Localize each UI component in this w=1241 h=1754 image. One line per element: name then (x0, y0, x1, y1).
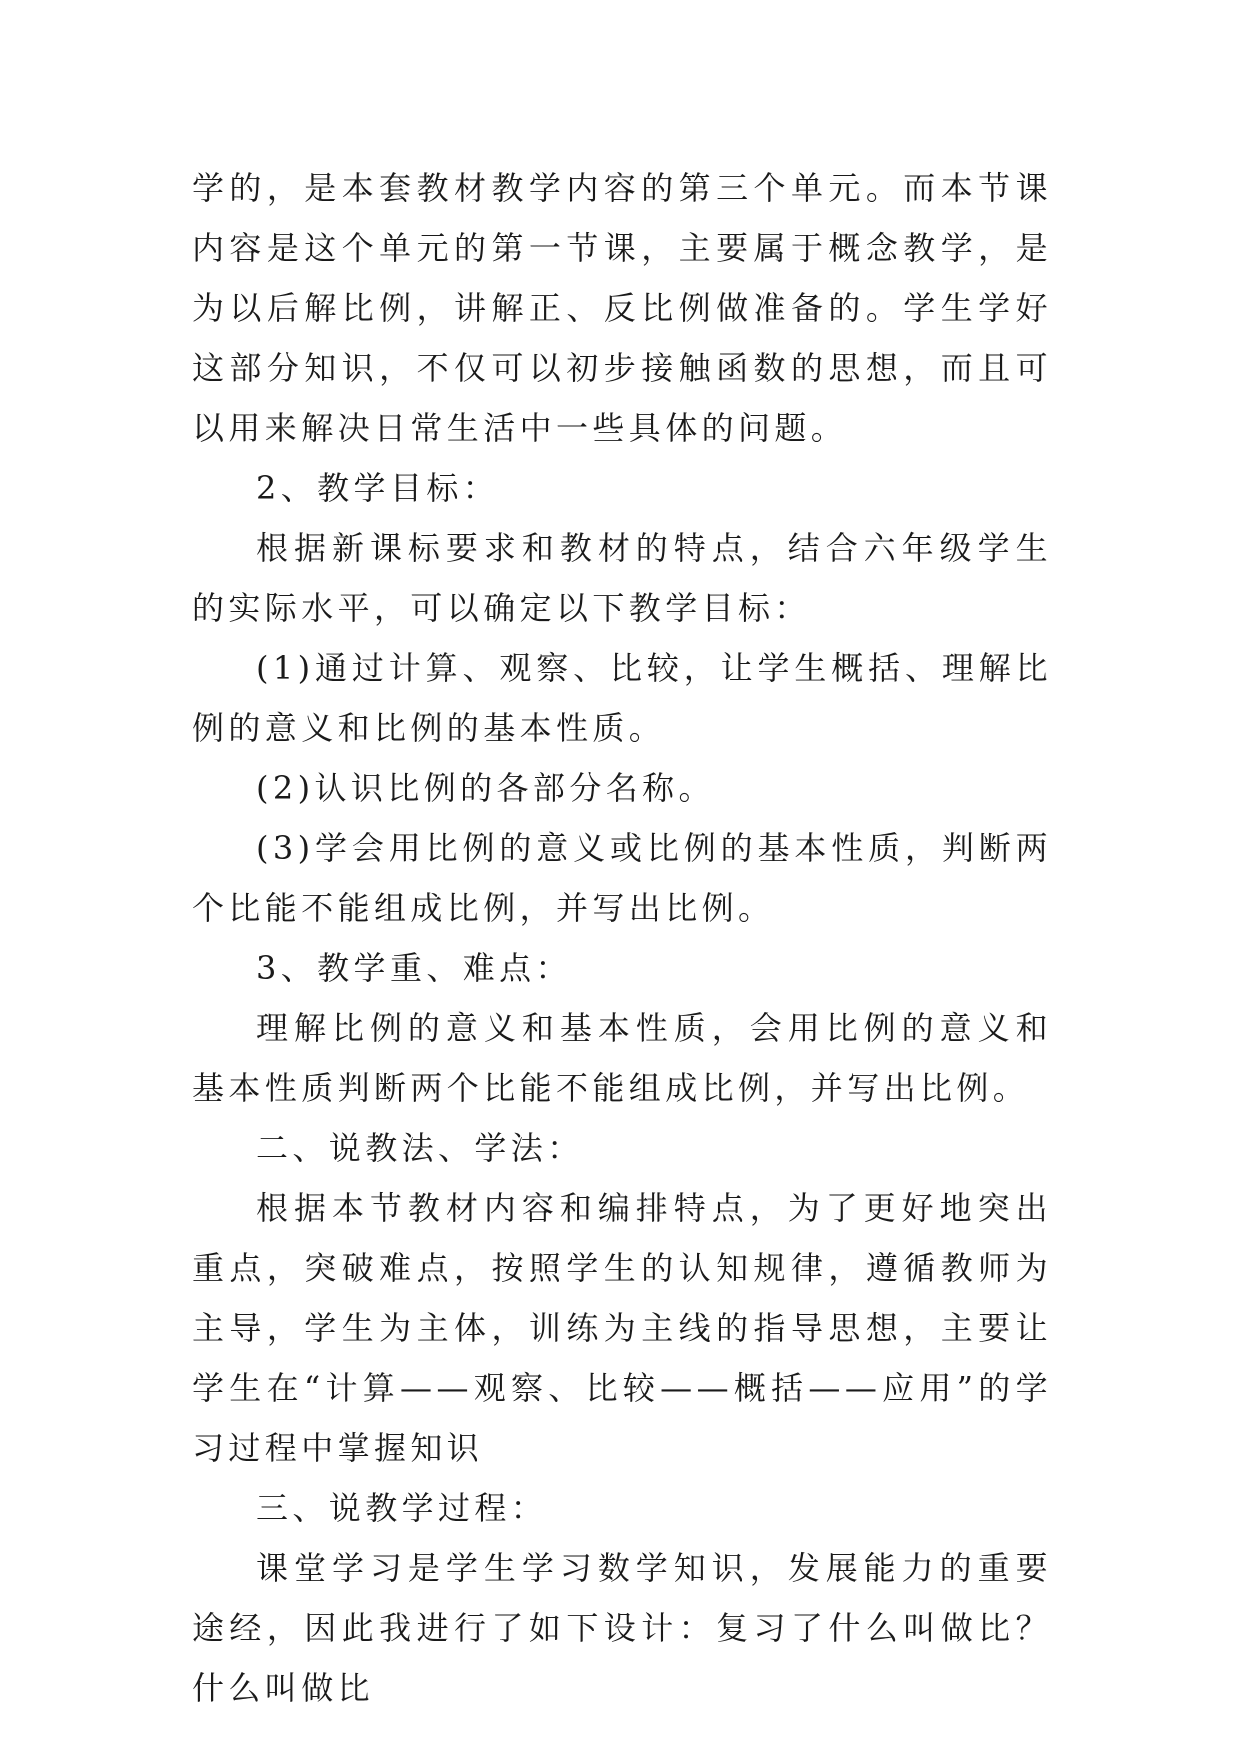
document-page (192, 158, 1052, 1718)
heading-teaching-goals: 2、教学目标： (256, 469, 500, 507)
paragraph-teaching-methods: 根据本节教材内容和编排特点，为了更好地突出重点，突破难点，按照学生的认知规律，遵循教师为主导，学生为主体，训练为主线的指导思想，主要让学生在“计算——观察、比较——概括——应用”的学习过程中掌握知识 (192, 1189, 1052, 1467)
paragraph-goals-intro: 根据新课标要求和教材的特点，结合六年级学生的实际水平，可以确定以下教学目标： (192, 529, 1052, 627)
heading-teaching-methods: 二、说教法、学法： (256, 1129, 584, 1167)
paragraph-teaching-process: 课堂学习是学生学习数学知识，发展能力的重要途经，因此我进行了如下设计：复习了什么叫做比？什么叫做比 (192, 1549, 1052, 1707)
heading-teaching-process: 三、说教学过程： (256, 1489, 548, 1527)
paragraph-goal-2: (2)认识比例的各部分名称。 (256, 769, 715, 807)
paragraph-goal-1: (1)通过计算、观察、比较，让学生概括、理解比例的意义和比例的基本性质。 (192, 649, 1052, 747)
paragraph-key-points: 理解比例的意义和基本性质，会用比例的意义和基本性质判断两个比能不能组成比例，并写出比例。 (192, 1009, 1052, 1107)
paragraph-intro-continuation: 学的，是本套教材教学内容的第三个单元。而本节课内容是这个单元的第一节课，主要属于概念教学，是为以后解比例，讲解正、反比例做准备的。学生学好这部分知识，不仅可以初步接触函数的思想，而且可以用来解决日常生活中一些具体的问题。 (192, 169, 1052, 447)
heading-key-points: 3、教学重、难点： (256, 949, 572, 987)
paragraph-goal-3: (3)学会用比例的意义或比例的基本性质，判断两个比能不能组成比例，并写出比例。 (192, 829, 1052, 927)
